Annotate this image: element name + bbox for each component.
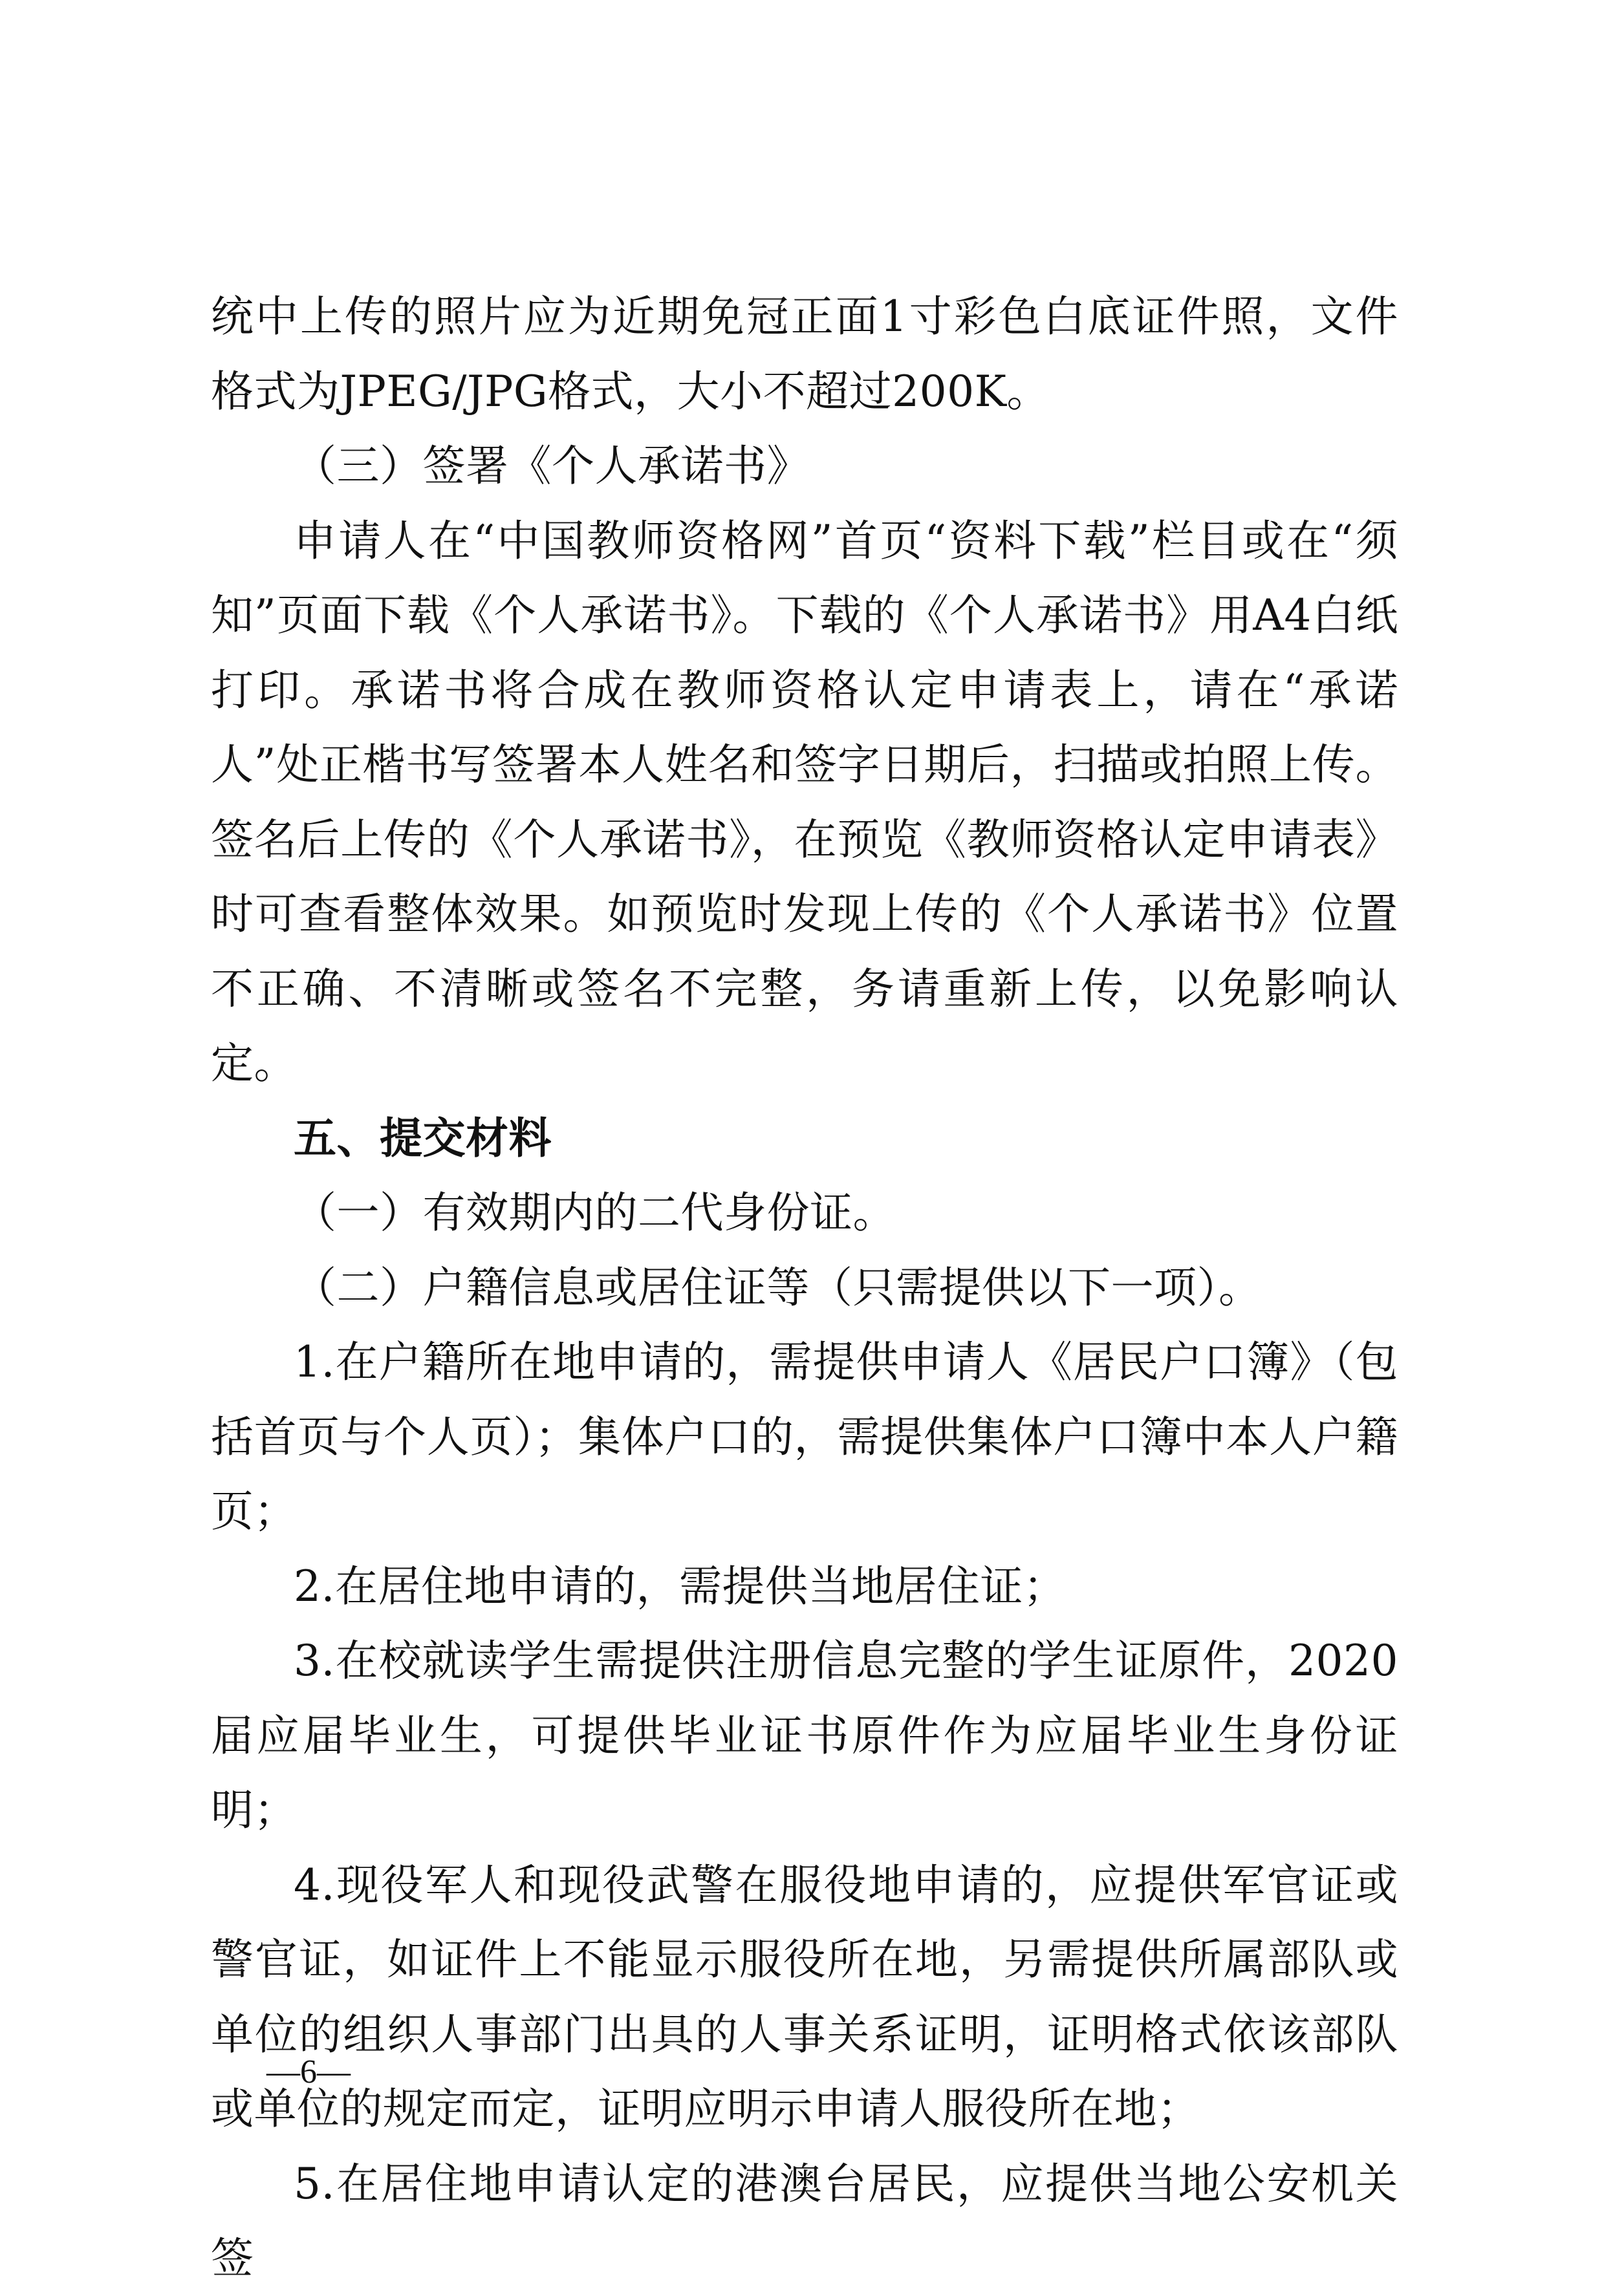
paragraph-commitment-instructions: 申请人在“中国教师资格网”首页“资料下载”栏目或在“须知”页面下载《个人承诺书》。下载的《个人承诺书》用A4白纸打印。承诺书将合成在教师资格认定申请表上，请在“承诺人”处正楷书写签署本人姓名和签字日期后，扫描或拍照上传。签名后上传的《个人承诺书》，在预览《教师资格认定申请表》时可查看整体效果。如预览时发现上传的《个人承诺书》位置不正确、不清晰或签名不完整，务请重新上传，以免影响认定。 bbox=[211, 515, 1398, 1088]
list-item-military-officer: 4.现役军人和现役武警在服役地申请的，应提供军官证或警官证，如证件上不能显示服役所在地，另需提供所属部队或单位的组织人事部门出具的人事关系证明，证明格式依该部队或单位的规定而定，证明应明示申请人服役所在地； bbox=[211, 1860, 1398, 2134]
document-body bbox=[211, 279, 1398, 2296]
list-item-hk-macao-taiwan: 5.在居住地申请认定的港澳台居民，应提供当地公安机关签 bbox=[211, 2158, 1398, 2283]
item-id-card: （一）有效期内的二代身份证。 bbox=[294, 1188, 896, 1238]
page-number: —6— bbox=[266, 2054, 351, 2090]
list-item-residence-permit: 2.在居住地申请的，需提供当地居住证； bbox=[294, 1561, 1067, 1611]
paragraph-photo-requirements: 统中上传的照片应为近期免冠正面1寸彩色白底证件照，文件格式为JPEG/JPG格式，大小不超过200K。 bbox=[211, 292, 1398, 416]
list-item-household-register: 1.在户籍所在地申请的，需提供申请人《居民户口簿》（包括首页与个人页）；集体户口的，需提供集体户口簿中本人户籍页； bbox=[211, 1337, 1398, 1536]
item-household-or-residence: （二）户籍信息或居住证等（只需提供以下一项）。 bbox=[294, 1262, 1262, 1313]
list-item-student-card: 3.在校就读学生需提供注册信息完整的学生证原件，2020届应届毕业生，可提供毕业证书原件作为应届毕业生身份证明； bbox=[211, 1636, 1398, 1835]
subheading-sign-commitment: （三）签署《个人承诺书》 bbox=[294, 441, 810, 491]
section-heading-submit-materials: 五、提交材料 bbox=[294, 1113, 552, 1163]
